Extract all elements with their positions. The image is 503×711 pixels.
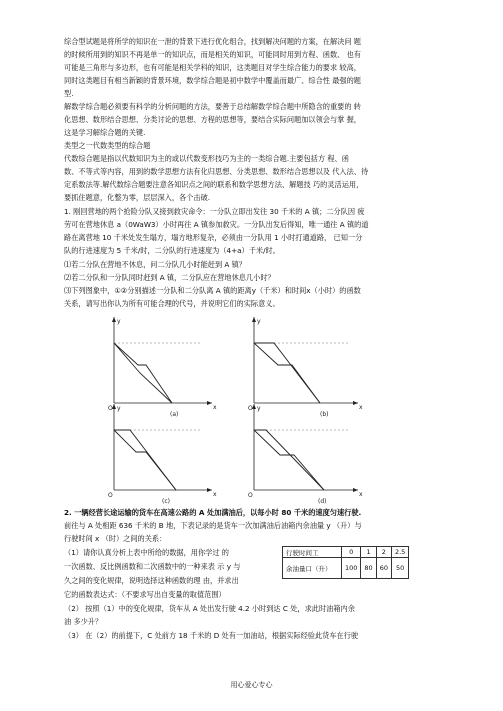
- table-cell: 100: [342, 558, 361, 579]
- intro-line: 的时候所用到的知识不再是单一的知识点，而是相关的知识，可能同时用到方程、函数、 也有: [64, 50, 361, 59]
- graph-d-xlabel: x: [359, 491, 363, 498]
- graph-b-label: (b): [320, 411, 329, 418]
- table-cell: 1: [361, 547, 376, 558]
- q2-sub1-line: 一次函数、反比例函数和二次函数中的一种来表 示 y 与: [64, 562, 241, 571]
- table-row-label: 余油量口（升）: [283, 558, 342, 579]
- graph-d: [240, 400, 365, 505]
- intro-line: 同时这类题目有相当新颖的背景环境，数学综合题是初中数学中覆盖而最广、综合性 最强的题: [64, 76, 361, 85]
- graph-a-xlabel: x: [213, 404, 217, 411]
- graph-d-ylabel: y: [257, 405, 261, 412]
- q1-line: 队的行进速度为 5 千米/时，二分队的行进速度为（4+a）千米/时。: [64, 246, 280, 255]
- q2-title: 2. 一辆经营长途运输的货车在高速公路的 A 处加满油后，以每小时 80 千米的速度匀速行驶.: [64, 508, 362, 517]
- q2-line: 前往与 A 处相距 636 千米的 B 地，下表记录的是货车一次加满油后油箱内余油量 y （升）与: [64, 521, 362, 530]
- table-row-label: 行驶时间工: [283, 547, 342, 558]
- q2-sub3-line: （3） 在（2）的前提下，C 处前方 18 千米的 D 处有一加油站，根据实际经验此货车在行驶: [64, 631, 359, 640]
- graph-c-xlabel: x: [213, 491, 217, 498]
- intro-line: 代数综合题是指以代数知识为主的或以代数变形技巧为主的一类综合题.主要包括方 程、函: [64, 154, 349, 163]
- table-cell: 2.5: [391, 547, 408, 558]
- intro-line: 化思想、数形结合思想、分类讨论的思想、方程的思想等，要结合实际问题加以领会与掌 握，: [64, 115, 361, 124]
- graph-c: [100, 400, 220, 505]
- graph-c-origin: O: [108, 492, 113, 499]
- graph-a-ylabel: y: [117, 318, 121, 325]
- intro-line: 可能是三角形与多边形，也有可能是相关学科的知识，这类题目对学生综合能力的要求 较高，: [64, 63, 361, 72]
- graph-c-ylabel: y: [117, 405, 121, 412]
- intro-line: 定系数法等.解代数综合题要注意各知识点之间的联系和数学思想方法、解题技 巧的灵活运用，: [64, 180, 364, 189]
- q2-sub2-line: 油 多少升？: [64, 617, 103, 626]
- table-row: [283, 547, 409, 558]
- graph-d-label: (d): [318, 498, 327, 505]
- page-footer: 用心爱心专心: [230, 681, 273, 689]
- q1-line: ⑶下列图象中，①②分别描述一分队和二分队离 A 镇的距离y（千米）和时间x（小时）的函数: [64, 286, 361, 295]
- graph-b-ylabel: y: [257, 318, 261, 325]
- graph-d-origin: O: [248, 492, 253, 499]
- q2-line: 行驶时间 x （时）之间的关系：: [64, 534, 167, 543]
- q2-sub1-line: （1）请你认真分析上表中所给的数据，用你学过 的: [64, 548, 229, 557]
- table-cell: 2: [376, 547, 391, 558]
- intro-line: 这是学习解综合题的关键.: [64, 128, 146, 137]
- graph-c-label: (c): [162, 498, 170, 505]
- q1-line: 关系，请写出你认为所有可能合理的代号，并说明它们的实际意义。: [64, 299, 280, 308]
- q2-sub1-line: 久之间的变化规律，说明选择这种函数的理 由，并求出: [64, 576, 239, 585]
- q1-line: 路在离营地 10 千米处发生塌方，塌方地形复杂，必须由一分队用 1 小时打通道路， 已知一分: [64, 233, 363, 242]
- q1-line: 1. 刚回营地的两个抢险分队又接到救灾命令：一分队立即出发往 30 千米的 A 镇；二分队因 疲: [64, 207, 365, 216]
- q1-line: ⑵若二分队和一分队同时赶到 A 镇，二分队应在营地休息几小时？: [64, 273, 275, 282]
- graph-b-origin: O: [248, 405, 253, 412]
- table-cell: 0: [342, 547, 361, 558]
- graph-a-label: (a): [170, 411, 179, 418]
- intro-line: 解数学综合题必须要有科学的分析问题的方法，要善于总结解数学综合题中所隐含的重要的 转: [64, 102, 361, 111]
- intro-line: 型.: [64, 89, 74, 98]
- table-cell: 50: [391, 558, 408, 579]
- table-cell: 60: [376, 558, 391, 579]
- section-heading: 类型之一代数类型的综合题: [64, 141, 151, 150]
- graph-a-origin: O: [108, 405, 113, 412]
- q2-sub1-line: 它的函数表达式：（不要求写出自变量的取值范围）: [64, 590, 226, 599]
- graph-b-xlabel: x: [359, 404, 363, 411]
- q2-sub2-line: （2） 按照（1）中的变化规律，货车从 A 处出发行驶 4.2 小时到达 C 处，求此时油箱内余: [64, 604, 355, 613]
- table-row: [283, 558, 409, 579]
- intro-line: 数、不等式等内容，用到的数学思想方法有化归思想、分类思想、数形结合思想以及 代入法、待: [64, 167, 369, 176]
- intro-line: 综合型试题是将所学的知识在一泄的背景下进行优化组合，找到解决问题的方案，在解决问 题: [64, 37, 361, 46]
- q1-line: 劳可在营地休息 a（0WaW3）小时再往 A 镇参加救灾。一分队出发后得知，唯一通往 A 镇的道: [64, 220, 369, 229]
- intro-line: 要抓住题意，化整为零，层层深入，各个击破.: [64, 193, 211, 202]
- table-cell: 80: [361, 558, 376, 579]
- q1-line: ⑴若二分队在营地不休息，问二分队几小时能赶到 A 镇？: [64, 260, 246, 269]
- fuel-table: [282, 546, 409, 579]
